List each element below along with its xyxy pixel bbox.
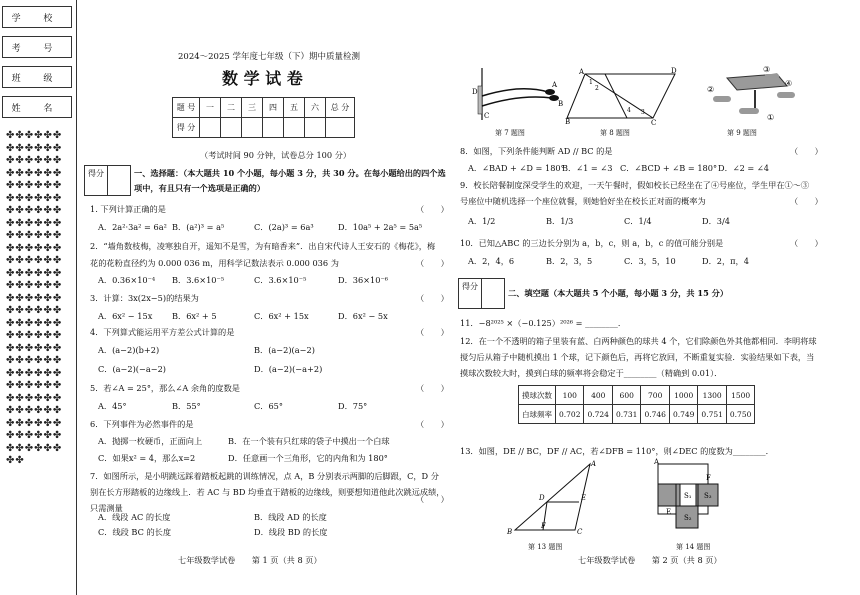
score-header-cell: 四: [263, 98, 284, 118]
fig8-caption: 第 8 题图: [600, 129, 630, 137]
question-8: 8．如图，下列条件能判断 AD // BC 的是: [460, 146, 613, 156]
figure-8: [565, 66, 685, 126]
score-header-cell: 题 号: [173, 98, 200, 118]
score-cell[interactable]: [284, 118, 305, 138]
table-cell: 600: [612, 386, 640, 405]
option-c: C．3.6×10⁻⁵: [254, 275, 307, 285]
fig14-label-s3: S₃: [704, 492, 712, 500]
answer-bracket[interactable]: （ ）: [416, 293, 449, 303]
question-2-line2: 花的花粉直径约为 0.000 036 m，用科学记数法表示 0.000 036 为: [90, 258, 339, 268]
score-header-cell: 一: [200, 98, 221, 118]
table-cell: 700: [641, 386, 669, 405]
fig9-caption: 第 9 题图: [727, 129, 757, 137]
question-5: 5．若∠A = 25°，那么∠A 余角的度数是: [90, 383, 240, 393]
option-d: D．任意画一个三角形，它的内角和为 180°: [228, 453, 388, 463]
fig8-label-a: A: [579, 68, 585, 76]
fig9-label-3: ③: [763, 65, 771, 74]
fig13-label-d: D: [539, 494, 545, 502]
fig14-label-f: F: [706, 474, 711, 482]
option-b: B．∠1 = ∠3: [562, 163, 613, 173]
option-a: A．(a−2)(b+2): [98, 345, 160, 355]
question-13: 13．如图，DE // BC，DF // AC，若∠DFB = 110°，则∠DEC 的度数为________．: [460, 446, 774, 456]
question-3: 3．计算：3x(2x−5)的结果为: [90, 293, 199, 303]
option-b: B．(a²)³ = a⁵: [172, 222, 225, 232]
option-d: D．(a−2)(−a+2): [254, 364, 323, 374]
fig7-label-a: A: [552, 81, 558, 89]
fig8-label-d: D: [671, 67, 677, 75]
fig13-caption: 第 13 题图: [528, 543, 563, 551]
school-field: 学 校: [2, 6, 72, 28]
option-d: D．6x² − 5x: [338, 311, 388, 321]
option-d: D．2，π，4: [702, 256, 749, 266]
option-a: A．45°: [98, 401, 127, 411]
answer-bracket[interactable]: （ ）: [416, 494, 449, 504]
option-c: C．1/4: [624, 216, 652, 226]
figure-7: [470, 66, 570, 124]
option-d: D．∠2 = ∠4: [718, 163, 769, 173]
frequency-table: [518, 385, 755, 424]
fig13-label-e: E: [581, 494, 587, 502]
question-9: 9．校长陪餐制度深受学生的欢迎，一天午餐时，假如校长已经坐在了④号座位，学生甲在①～③: [460, 180, 810, 190]
question-2: 2．“墙角数枝梅，凌寒独自开，遥知不是雪，为有暗香来”．出自宋代诗人王安石的《梅花》，梅: [90, 241, 436, 251]
fig7-label-b: B: [558, 100, 564, 108]
answer-bracket[interactable]: （ ）: [416, 327, 449, 337]
fig8-label-c: C: [651, 119, 657, 126]
score-header-cell: 五: [284, 98, 305, 118]
question-7-line3: 只需测量: [90, 503, 123, 513]
option-a: A．0.36×10⁻⁴: [98, 275, 156, 285]
option-c: C．∠BCD + ∠B = 180°: [620, 163, 718, 173]
section1-heading-2: 项中，有且只有一个选项是正确的）: [134, 183, 266, 193]
option-c: C．(2a)³ = 6a³: [254, 222, 314, 232]
angle-label: 2: [595, 85, 599, 92]
score-box: 得分: [84, 165, 131, 196]
option-a: A．6x² − 15x: [98, 311, 153, 321]
fig13-label-b: B: [507, 528, 513, 536]
option-a: A．2a²·3a² = 6a²: [98, 222, 167, 232]
table-cell: 0.724: [584, 405, 612, 424]
score-cell[interactable]: [305, 118, 326, 138]
fig14-label-s2: S₂: [684, 514, 692, 522]
question-6: 6．下列事件为必然事件的是: [90, 419, 194, 429]
fig9-label-1: ①: [767, 113, 775, 122]
section1-heading: 一、选择题：（本大题共 10 个小题，每小题 3 分，共 30 分。在每小题给出的四个选: [134, 168, 446, 178]
score-cell[interactable]: [263, 118, 284, 138]
question-12-line3: 摸球次数较大时，摸到白球的频率将会稳定于________（精确到 0.01）．: [460, 368, 723, 378]
fig7-label-d: D: [472, 88, 478, 96]
question-4: 4．下列算式能运用平方差公式计算的是: [90, 327, 235, 337]
footer-left: 七年级数学试卷 第 1 页（共 8 页）: [178, 555, 322, 565]
score-cell[interactable]: [326, 118, 355, 138]
question-7: 7．如图所示，是小明跳远踩着踏板起跳的训练情况，点 A，B 分别表示两脚的后脚跟，C，D 分: [90, 471, 439, 481]
table-cell: 1500: [726, 386, 754, 405]
option-c: C．如果x² = 4，那么x=2: [98, 453, 196, 463]
score-cell[interactable]: [200, 118, 221, 138]
fig14-label-a: A: [654, 458, 660, 466]
option-c: C．(a−2)(−a−2): [98, 364, 166, 374]
figure-9: [705, 64, 805, 124]
question-10: 10．已知△ABC 的三边长分别为 a，b，c，则 a，b，c 的值可能分别是: [460, 238, 724, 248]
fig7-caption: 第 7 题图: [495, 129, 525, 137]
binding-pattern: ✤✤✤✤✤✤✤✤✤✤✤✤✤✤✤✤✤✤✤✤✤✤✤✤✤✤✤✤✤✤✤✤✤✤✤✤✤✤✤✤✤✤✤✤✤✤✤✤✤✤✤✤✤✤✤✤✤✤✤✤✤✤✤✤✤✤✤✤✤✤✤✤✤✤✤✤✤✤✤✤✤✤✤✤✤✤✤✤✤✤✤✤✤✤✤✤✤✤✤✤✤✤✤✤✤✤✤✤✤✤✤✤✤✤✤✤✤✤✤✤✤✤✤✤✤✤✤✤✤✤✤✤✤✤✤✤✤✤✤✤✤✤✤✤✤✤✤✤✤✤✤✤✤✤✤✤✤✤: [6, 130, 63, 466]
option-c: C．6x² + 15x: [254, 311, 309, 321]
answer-bracket[interactable]: （ ）: [790, 196, 823, 206]
table-cell: 400: [584, 386, 612, 405]
question-7-line2: 别在长方形踏板的边缘线上．若 AC 与 BD 均垂直于踏板的边缘线，则要想知道他此次跳远成绩，: [90, 487, 445, 497]
page-title: 数 学 试 卷: [222, 69, 303, 88]
table-cell: 0.746: [641, 405, 669, 424]
question-9-line2: 号座位中随机选择一个座位就餐，则她恰好坐在校长正对面的概率为: [460, 196, 706, 206]
table-cell: 0.731: [612, 405, 640, 424]
question-11: 11．−8²⁰²⁵ ×（−0.125）²⁰²⁶ = ________．: [460, 318, 627, 328]
option-d: D．3/4: [702, 216, 730, 226]
option-b: B．在一个装有只红球的袋子中摸出一个白球: [228, 436, 390, 446]
option-c: C．3，5，10: [624, 256, 676, 266]
fig13-label-f: F: [541, 522, 546, 530]
option-c: C．线段 BC 的长度: [98, 527, 172, 537]
angle-label: 3: [641, 109, 645, 116]
score-header-cell: 六: [305, 98, 326, 118]
fig9-label-4: ④: [785, 79, 793, 88]
option-a: A．线段 AC 的长度: [98, 512, 171, 522]
fig14-label-e: E: [666, 508, 672, 516]
table-header: 白球频率: [519, 405, 556, 424]
exam-number-field: 考 号: [2, 36, 72, 58]
section2-heading: 二、填空题（本大题共 5 个小题，每小题 3 分，共 15 分）: [508, 288, 729, 298]
table-cell: 0.751: [698, 405, 726, 424]
fig13-label-c: C: [577, 528, 583, 536]
answer-bracket[interactable]: （ ）: [416, 419, 449, 429]
score-cell[interactable]: [221, 118, 242, 138]
figure-14: [650, 458, 730, 542]
fig7-label-c: C: [484, 112, 490, 120]
answer-bracket[interactable]: （ ）: [416, 204, 449, 214]
question-12-line2: 搅匀后从箱子中随机摸出 1 个球，记下颜色后，再将它放回，不断重复实验．实验结果如下表，当: [460, 352, 815, 362]
footer-right: 七年级数学试卷 第 2 页（共 8 页）: [578, 555, 722, 565]
table-cell: 0.749: [669, 405, 697, 424]
score-table: [172, 97, 355, 138]
option-b: B．55°: [172, 401, 201, 411]
figure-13: [505, 458, 605, 538]
fig9-label-2: ②: [707, 85, 715, 94]
answer-bracket[interactable]: （ ）: [416, 383, 449, 393]
score-header-cell: 二: [221, 98, 242, 118]
table-cell: 1300: [698, 386, 726, 405]
table-cell: 100: [556, 386, 584, 405]
table-cell: 0.750: [726, 405, 754, 424]
score-label-cell: 得 分: [173, 118, 200, 138]
table-cell: 1000: [669, 386, 697, 405]
option-d: D．36×10⁻⁶: [338, 275, 389, 285]
option-a: A．2，4，6: [468, 256, 515, 266]
score-header-cell: 总 分: [326, 98, 355, 118]
option-b: B．6x² + 5: [172, 311, 217, 321]
answer-bracket[interactable]: （ ）: [790, 238, 823, 248]
option-b: B．线段 AD 的长度: [254, 512, 327, 522]
exam-subtitle: 2024～2025 学年度七年级（下）期中质量检测: [178, 52, 360, 62]
option-b: B．1/3: [546, 216, 574, 226]
question-12: 12．在一个不透明的箱子里装有蓝、白两种颜色的球共 4 个，它们除颜色外其他都相同．李明将球: [460, 336, 817, 346]
fig13-label-a: A: [591, 460, 597, 468]
fig14-caption: 第 14 题图: [676, 543, 711, 551]
answer-bracket[interactable]: （ ）: [416, 258, 449, 268]
fig8-label-b: B: [565, 118, 571, 126]
question-1: 1. 下列计算正确的是: [90, 204, 166, 214]
score-header-cell: 三: [242, 98, 263, 118]
option-d: D．75°: [338, 401, 368, 411]
option-a: A．抛掷一枚硬币，正面向上: [98, 436, 203, 446]
option-c: C．65°: [254, 401, 283, 411]
score-cell[interactable]: [242, 118, 263, 138]
fig14-label-s1: S₁: [684, 492, 692, 500]
option-d: D．10a⁵ + 2a⁵ = 5a⁵: [338, 222, 423, 232]
score-box: 得分: [458, 278, 505, 309]
option-a: A．∠BAD + ∠D = 180°: [468, 163, 565, 173]
angle-label: 1: [589, 79, 593, 86]
exam-info: （考试时间 90 分钟，试卷总分 100 分）: [200, 150, 352, 160]
option-b: B．(a−2)(a−2): [254, 345, 315, 355]
table-cell: 0.702: [556, 405, 584, 424]
name-field: 姓 名: [2, 96, 72, 118]
class-field: 班 级: [2, 66, 72, 88]
binding-sidebar: [0, 0, 77, 595]
angle-label: 4: [627, 107, 631, 114]
option-b: B．3.6×10⁻⁵: [172, 275, 225, 285]
option-d: D．线段 BD 的长度: [254, 527, 328, 537]
option-a: A．1/2: [468, 216, 496, 226]
option-b: B．2，3，5: [546, 256, 593, 266]
answer-bracket[interactable]: （ ）: [790, 146, 823, 156]
table-header: 摸球次数: [519, 386, 556, 405]
